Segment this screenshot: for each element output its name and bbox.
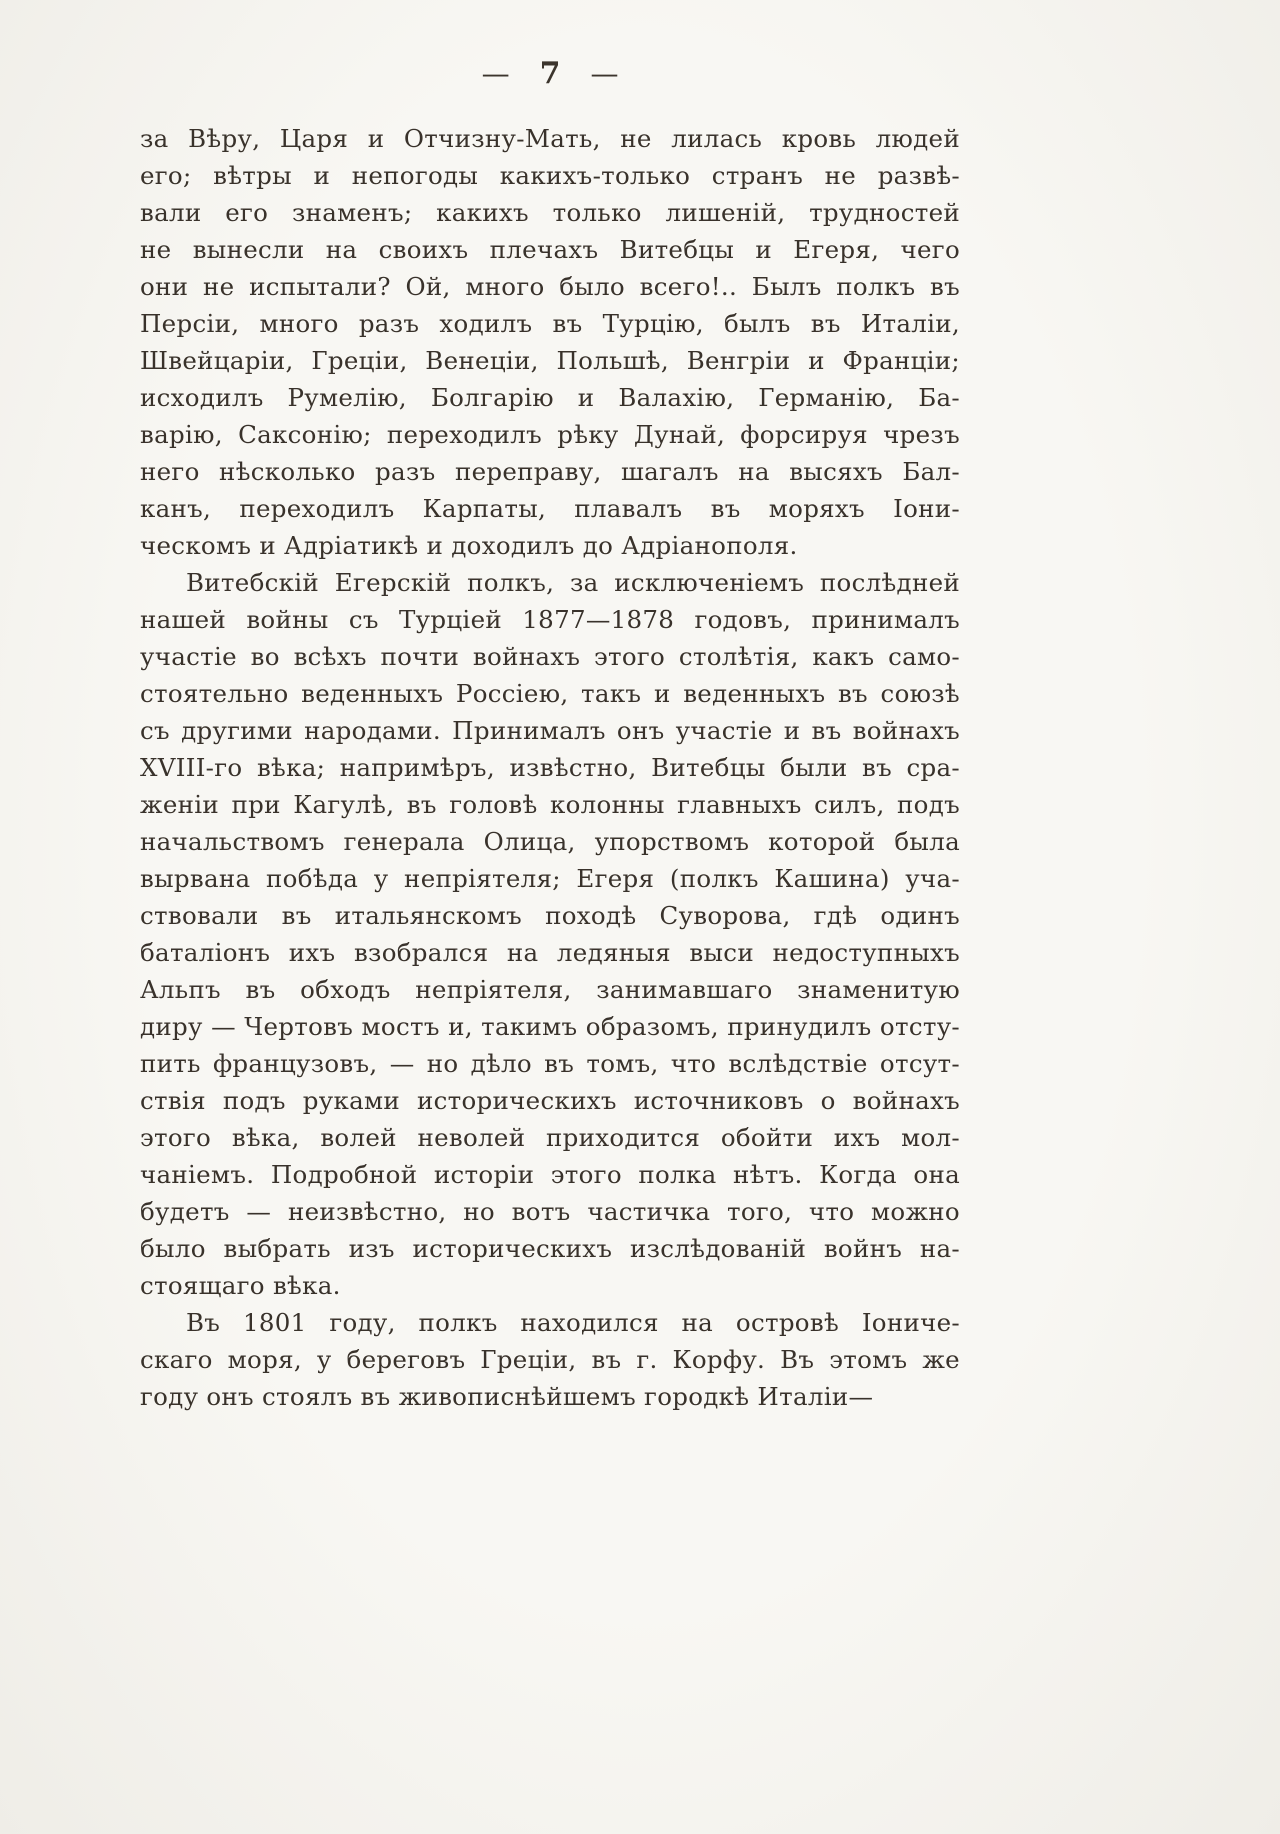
text-line: него нѣсколько разъ переправу, шагалъ на высяхъ Бал- xyxy=(140,457,960,486)
text-line: за Вѣру, Царя и Отчизну-Мать, не лилась кровь людей xyxy=(140,124,960,153)
text-line: Швейцаріи, Греціи, Венеціи, Польшѣ, Венгріи и Франціи; xyxy=(140,346,960,375)
text-line: участіе во всѣхъ почти войнахъ этого столѣтія, какъ само- xyxy=(140,642,960,671)
text-line: варію, Саксонію; переходилъ рѣку Дунай, форсируя чрезъ xyxy=(140,420,960,449)
text-line: Альпъ въ обходъ непріятеля, занимавшаго знаменитую xyxy=(140,975,960,1004)
text-line: баталіонъ ихъ взобрался на ледяныя выси недоступныхъ xyxy=(140,938,960,967)
text-line: будетъ — неизвѣстно, но вотъ частичка того, что можно xyxy=(140,1197,960,1226)
text-line: чаніемъ. Подробной исторіи этого полка нѣтъ. Когда она xyxy=(140,1160,960,1189)
text-line: ческомъ и Адріатикѣ и доходилъ до Адріанополя. xyxy=(140,531,798,560)
text-line: этого вѣка, волей неволей приходится обойти ихъ мол- xyxy=(140,1123,960,1152)
text-line: было выбрать изъ историческихъ изслѣдованій войнъ на- xyxy=(140,1234,960,1263)
text-line: Въ 1801 году, полкъ находился на островѣ Іониче- xyxy=(186,1308,960,1337)
header-dash-left: — xyxy=(481,57,510,90)
text-line: не вынесли на своихъ плечахъ Витебцы и Егеря, чего xyxy=(140,235,960,264)
text-line: нашей войны съ Турціей 1877—1878 годовъ, принималъ xyxy=(140,605,960,634)
header-dash-right: — xyxy=(590,57,619,90)
text-line: они не испытали? Ой, много было всего!.. Былъ полкъ въ xyxy=(140,272,960,301)
page-number: 7 xyxy=(539,56,561,91)
text-line: XVIII-го вѣка; напримѣръ, извѣстно, Витебцы были въ сра- xyxy=(140,753,960,782)
page-text xyxy=(140,120,960,1415)
text-line: пить французовъ, — но дѣло въ томъ, что вслѣдствіе отсут- xyxy=(140,1049,960,1078)
page-header xyxy=(140,56,960,91)
text-line: его; вѣтры и непогоды какихъ-только странъ не развѣ- xyxy=(140,161,960,190)
text-line: женіи при Кагулѣ, въ головѣ колонны главныхъ силъ, подъ xyxy=(140,790,960,819)
text-line: вали его знаменъ; какихъ только лишеній, трудностей xyxy=(140,198,960,227)
paragraph xyxy=(140,1304,960,1415)
text-line: ствія подъ руками историческихъ источниковъ о войнахъ xyxy=(140,1086,960,1115)
text-line: скаго моря, у береговъ Греціи, въ г. Корфу. Въ этомъ же xyxy=(140,1345,960,1374)
text-line: стоятельно веденныхъ Россіею, такъ и веденныхъ въ союзѣ xyxy=(140,679,960,708)
text-line: ствовали въ итальянскомъ походѣ Суворова, гдѣ одинъ xyxy=(140,901,960,930)
text-line: году онъ стоялъ въ живописнѣйшемъ городкѣ Италіи— xyxy=(140,1382,874,1411)
text-line: Витебскій Егерскій полкъ, за исключеніемъ послѣдней xyxy=(186,568,960,597)
text-line: Персіи, много разъ ходилъ въ Турцію, былъ въ Италіи, xyxy=(140,309,960,338)
paragraph xyxy=(140,564,960,1304)
text-line: стоящаго вѣка. xyxy=(140,1271,341,1300)
text-line: канъ, переходилъ Карпаты, плавалъ въ моряхъ Іони- xyxy=(140,494,960,523)
text-line: вырвана побѣда у непріятеля; Егеря (полкъ Кашина) уча- xyxy=(140,864,960,893)
paragraph xyxy=(140,120,960,564)
text-line: исходилъ Румелію, Болгарію и Валахію, Германію, Ба- xyxy=(140,383,960,412)
text-line: диру — Чертовъ мостъ и, такимъ образомъ, принудилъ отсту- xyxy=(140,1012,960,1041)
text-line: съ другими народами. Принималъ онъ участіе и въ войнахъ xyxy=(140,716,960,745)
text-line: начальствомъ генерала Олица, упорствомъ которой была xyxy=(140,827,960,856)
